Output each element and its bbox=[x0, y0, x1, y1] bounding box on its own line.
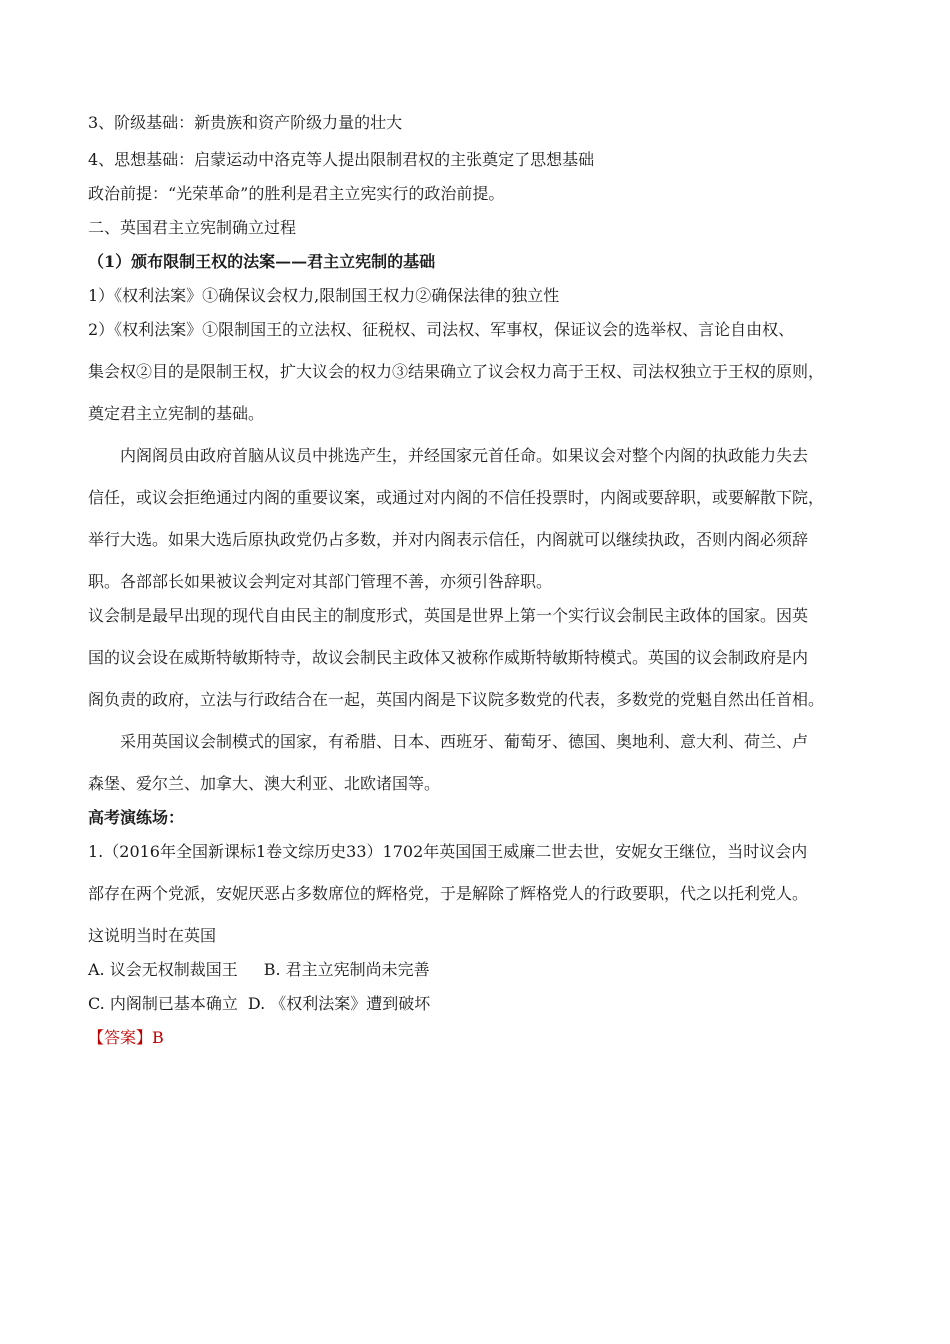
paragraph-cabinet-line-3: 举行大选。如果大选后原执政党仍占多数，并对内阁表示信任，内阁就可以继续执政，否则内阁必须辞 bbox=[88, 530, 809, 549]
paragraph-cabinet-line-4: 职。各部部长如果被议会判定对其部门管理不善，亦须引咎辞职。 bbox=[88, 572, 553, 591]
answer-line bbox=[88, 1027, 858, 1049]
paragraph-parliament-line-3: 阁负责的政府，立法与行政结合在一起，英国内阁是下议院多数党的代表，多数党的党魁自然出任首相。 bbox=[88, 690, 825, 709]
text-line-idea-basis: 4、思想基础：启蒙运动中洛克等人提出限制君权的主张奠定了思想基础 bbox=[88, 150, 595, 169]
answer-value: B bbox=[152, 1028, 164, 1047]
text-line-bill-2a: 2）《权利法案》①限制国王的立法权、征税权、司法权、军事权，保证议会的选举权、言论自由权、 bbox=[88, 320, 795, 339]
exam-section-title: 高考演练场： bbox=[88, 808, 185, 827]
option-a: A. 议会无权制裁国王 bbox=[88, 960, 238, 979]
paragraph-countries-line-2: 森堡、爱尔兰、加拿大、澳大利亚、北欧诸国等。 bbox=[88, 774, 441, 793]
document-page bbox=[88, 112, 858, 1049]
question-1-line-2: 部存在两个党派，安妮厌恶占多数席位的辉格党，于是解除了辉格党人的行政要职，代之以托利党人。 bbox=[88, 884, 809, 903]
paragraph-parliament-line-2: 国的议会设在威斯特敏斯特寺，故议会制民主政体又被称作威斯特敏斯特模式。英国的议会制政府是内 bbox=[88, 648, 809, 667]
question-1-line-3: 这说明当时在英国 bbox=[88, 926, 217, 945]
option-b: B. 君主立宪制尚未完善 bbox=[263, 960, 430, 979]
options-row-ab bbox=[88, 959, 858, 981]
text-line-bill-2b: 集会权②目的是限制王权，扩大议会的权力③结果确立了议会权力高于王权、司法权独立于王权的原则， bbox=[88, 362, 825, 381]
option-c: C. 内阁制已基本确立 bbox=[88, 994, 238, 1013]
paragraph-cabinet-line-2: 信任，或议会拒绝通过内阁的重要议案，或通过对内阁的不信任投票时，内阁或要辞职，或要解散下院， bbox=[88, 488, 825, 507]
text-line-class-basis: 3、阶级基础：新贵族和资产阶级力量的壮大 bbox=[88, 113, 403, 132]
text-line-bill-2c: 奠定君主立宪制的基础。 bbox=[88, 404, 265, 423]
options-row-cd bbox=[88, 993, 858, 1015]
question-1-line-1: 1.（2016年全国新课标1卷文综历史33）1702年英国国王威廉二世去世，安妮女王继位，当时议会内 bbox=[88, 842, 808, 861]
subsection-heading-bill: （1）颁布限制王权的法案——君主立宪制的基础 bbox=[88, 252, 436, 271]
text-line-political-premise: 政治前提：“光荣革命”的胜利是君主立宪实行的政治前提。 bbox=[88, 184, 505, 203]
option-d: D. 《权利法案》遭到破坏 bbox=[247, 994, 431, 1013]
paragraph-parliament-line-1: 议会制是最早出现的现代自由民主的制度形式，英国是世界上第一个实行议会制民主政体的国家。因英 bbox=[88, 606, 809, 625]
answer-label: 【答案】 bbox=[88, 1028, 153, 1047]
paragraph-cabinet-line-1: 内阁阁员由政府首脑从议员中挑选产生，并经国家元首任命。如果议会对整个内阁的执政能力失去 bbox=[120, 446, 809, 465]
text-line-bill-1: 1）《权利法案》①确保议会权力,限制国王权力②确保法律的独立性 bbox=[88, 286, 560, 305]
paragraph-countries-line-1: 采用英国议会制模式的国家，有希腊、日本、西班牙、葡萄牙、德国、奥地利、意大利、荷兰、卢 bbox=[120, 732, 809, 751]
section-heading-establishment: 二、英国君主立宪制确立过程 bbox=[88, 218, 297, 237]
